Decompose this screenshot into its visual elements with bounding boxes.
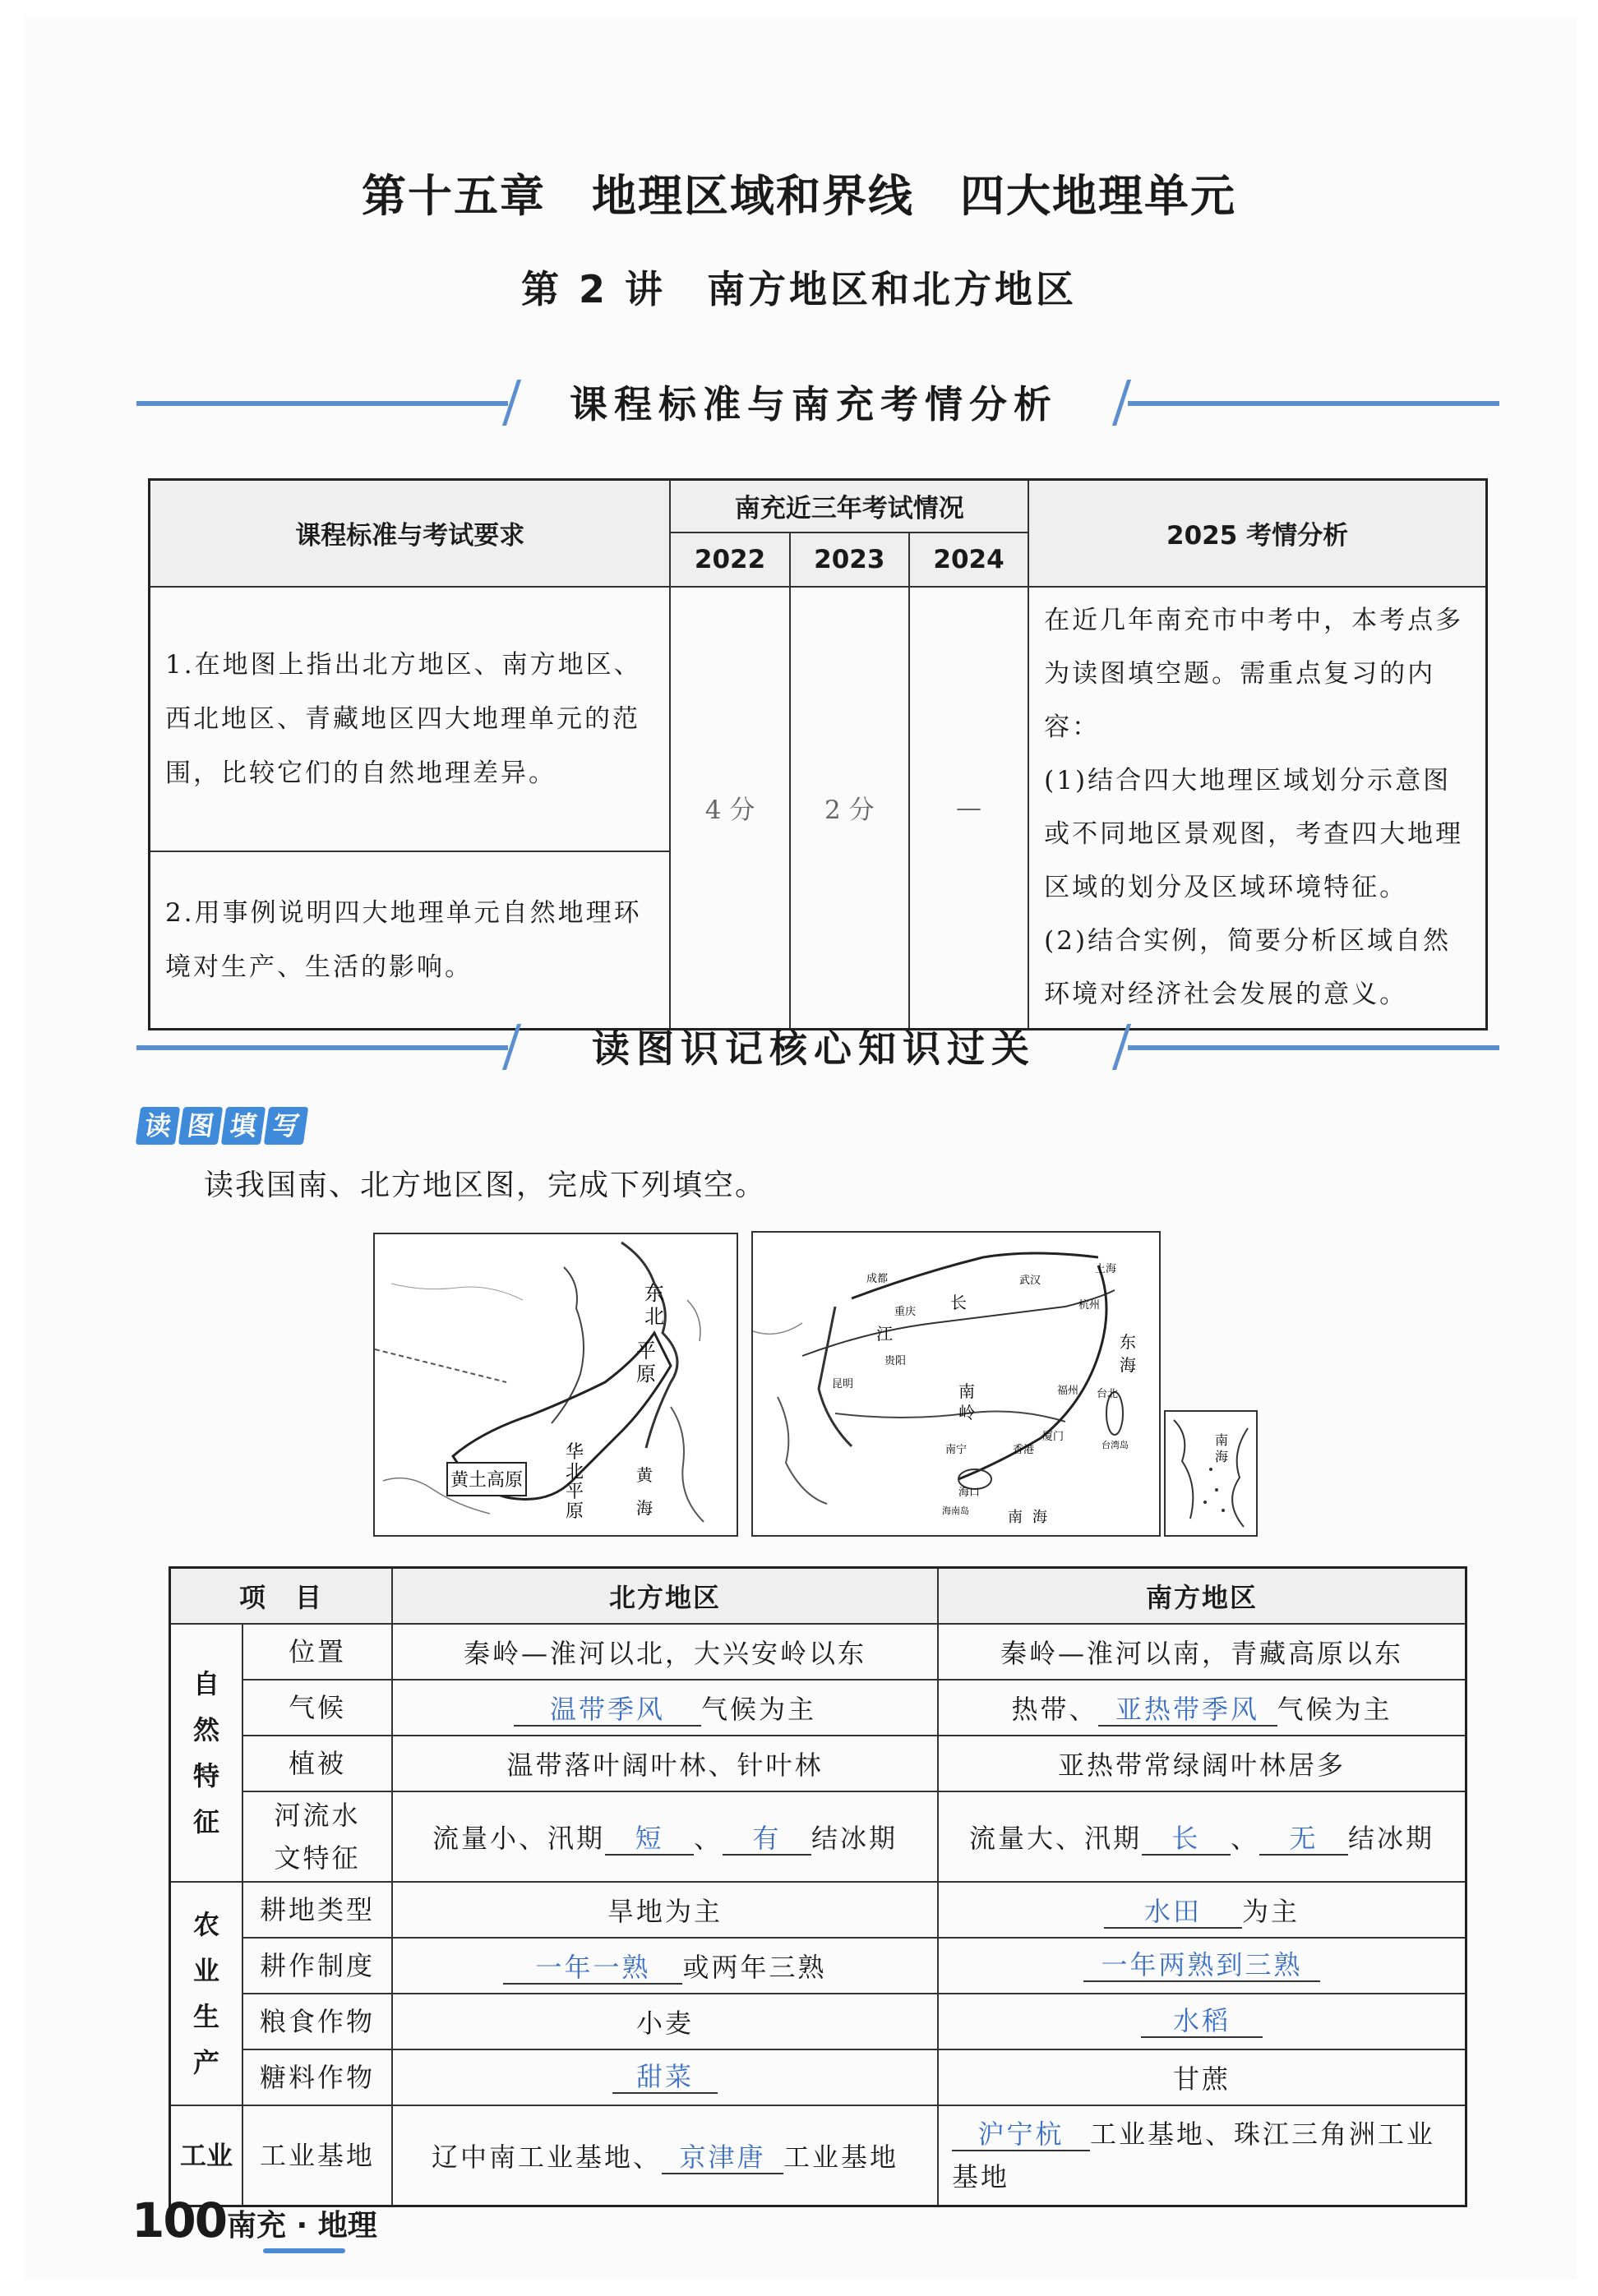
cell-text: 或两年三熟	[682, 1952, 827, 1983]
section2-title: 读图识记核心知识过关	[592, 1026, 1036, 1071]
map-label: 海	[1120, 1355, 1136, 1375]
cell-text: 为主	[1241, 1896, 1300, 1927]
answer-blank: 一年一熟	[503, 1952, 682, 1985]
north-region-map	[373, 1233, 738, 1537]
map-label: 台北	[1097, 1388, 1119, 1400]
intro-text: 读我国南、北方地区图，完成下列填空。	[204, 1169, 767, 1202]
map-label: 南	[1215, 1432, 1229, 1448]
read-map-fill-badge	[138, 1107, 306, 1145]
cell-text: 气候为主	[700, 1694, 816, 1725]
answer-blank: 甜菜	[612, 2061, 718, 2094]
cell-text: 流量大、汛期	[968, 1823, 1142, 1854]
answer-blank: 长	[1142, 1823, 1231, 1856]
badge-char: 读	[136, 1107, 180, 1145]
item-river-label: 河流水文特征	[274, 1800, 361, 1874]
map-label: 香港	[1013, 1444, 1035, 1456]
south-map-drawing	[753, 1233, 1159, 1535]
answer-blank: 有	[723, 1823, 811, 1856]
answer-blank: 一年两熟到三熟	[1083, 1949, 1320, 1982]
south-region-map	[751, 1231, 1161, 1537]
requirement-1: 1.在地图上指出北方地区、南方地区、西北地区、青藏地区四大地理单元的范围，比较它们的自然地理差异。	[150, 587, 671, 852]
cell-text: 、	[693, 1823, 723, 1854]
exam-analysis-table	[148, 478, 1488, 1030]
header-year: 2024	[909, 533, 1028, 587]
south-sea-inset-map	[1164, 1410, 1258, 1537]
map-label: 武汉	[1019, 1275, 1041, 1287]
map-label: 江	[876, 1324, 893, 1344]
cell-text: 工业基地	[783, 2142, 899, 2173]
badge-char: 填	[221, 1107, 266, 1145]
map-label: 东	[1120, 1332, 1136, 1352]
map-label: 台湾岛	[1102, 1440, 1129, 1450]
section2-left-rule	[136, 1045, 508, 1050]
map-label: 海	[1032, 1509, 1047, 1526]
header-exam-situation: 南充近三年考试情况	[670, 480, 1028, 533]
map-label: 南	[1008, 1509, 1023, 1526]
item-cropping-system: 耕作制度	[242, 1938, 392, 1994]
map-label: 华	[566, 1442, 584, 1463]
south-vegetation: 亚热带常绿阔叶林居多	[938, 1736, 1466, 1791]
group-nature	[170, 1624, 243, 1882]
north-south-comparison-table	[169, 1566, 1467, 2207]
cell-text: 结冰期	[811, 1823, 898, 1854]
map-label: 上海	[1095, 1263, 1117, 1275]
answer-blank: 水稻	[1141, 2005, 1263, 2038]
north-grain: 小麦	[392, 1994, 938, 2049]
map-label: 杭州	[1078, 1299, 1101, 1312]
map-label: 重庆	[894, 1306, 917, 1318]
item-vegetation: 植被	[242, 1736, 392, 1791]
north-industrial-base	[392, 2105, 938, 2206]
analysis-cell	[1028, 587, 1486, 1030]
map-label: 平	[566, 1482, 584, 1502]
south-location: 秦岭—淮河以南，青藏高原以东	[938, 1624, 1466, 1680]
item-industrial-base: 工业基地	[242, 2105, 392, 2206]
chapter-title: 第十五章 地理区域和界线 四大地理单元	[362, 170, 1236, 222]
score-2023: 2 分	[790, 587, 909, 1030]
map-label: 原	[566, 1501, 584, 1522]
north-location: 秦岭—淮河以北，大兴安岭以东	[392, 1624, 938, 1680]
item-river	[242, 1791, 392, 1882]
cell-text: 工业基地、珠江三角洲工业基地	[952, 2118, 1436, 2192]
map-label: 黄土高原	[450, 1470, 524, 1491]
analysis-point-1: (1)结合四大地理区域划分示意图或不同地区景观图，考查四大地理区域的划分及区域环境特征。	[1044, 765, 1464, 902]
answer-blank: 京津唐	[662, 2142, 783, 2174]
north-river	[392, 1791, 938, 1882]
south-sugar: 甘蔗	[938, 2049, 1466, 2105]
item-location: 位置	[242, 1624, 392, 1680]
page-number: 100	[132, 2192, 227, 2248]
header-year: 2022	[670, 533, 789, 587]
map-label: 北	[644, 1305, 664, 1328]
map-label: 海口	[958, 1487, 981, 1499]
cell-text: 、	[1230, 1823, 1259, 1854]
answer-blank: 温带季风	[514, 1694, 701, 1727]
group-industry: 工业	[170, 2105, 243, 2206]
map-label: 福州	[1057, 1385, 1079, 1397]
badge-char: 写	[264, 1107, 308, 1145]
lecture-title: 第 2 讲 南方地区和北方地区	[520, 267, 1078, 311]
header-analysis: 2025 考情分析	[1028, 480, 1486, 587]
requirement-2: 2.用事例说明四大地理单元自然地理环境对生产、生活的影响。	[150, 851, 671, 1029]
map-label: 北	[566, 1462, 584, 1482]
item-sugar: 糖料作物	[242, 2049, 392, 2105]
footer-accent-bar	[263, 2248, 345, 2253]
north-farmland: 旱地为主	[392, 1882, 938, 1938]
south-climate	[938, 1680, 1466, 1736]
cell-text: 流量小、汛期	[432, 1823, 605, 1854]
header-year: 2023	[790, 533, 909, 587]
group-agriculture-label: 农业生产	[192, 1909, 219, 2078]
header-north: 北方地区	[392, 1568, 938, 1625]
north-map-drawing	[375, 1234, 737, 1535]
answer-blank: 短	[605, 1823, 694, 1856]
cell-text: 热带、	[1011, 1694, 1098, 1725]
map-label: 南宁	[945, 1444, 968, 1456]
map-label: 东	[644, 1282, 664, 1305]
map-label: 成都	[866, 1273, 889, 1285]
south-river	[938, 1791, 1466, 1882]
north-sugar	[392, 2049, 938, 2105]
cell-text: 结冰期	[1348, 1823, 1435, 1854]
answer-blank: 亚热带季风	[1098, 1694, 1277, 1727]
map-label: 南	[958, 1381, 975, 1401]
map-label: 厦门	[1042, 1431, 1065, 1443]
item-farmland: 耕地类型	[242, 1882, 392, 1938]
header-south: 南方地区	[938, 1568, 1466, 1625]
analysis-intro: 在近几年南充市中考中，本考点多为读图填空题。需重点复习的内容：	[1044, 605, 1464, 742]
page-footer-label: 南充 · 地理	[227, 2209, 377, 2243]
analysis-point-2: (2)结合实例，简要分析区域自然环境对经济社会发展的意义。	[1044, 925, 1452, 1009]
section1-right-rule	[1128, 401, 1499, 406]
group-agriculture	[170, 1882, 243, 2105]
north-cropping-system	[392, 1938, 938, 1994]
map-label: 昆明	[832, 1378, 854, 1390]
score-2022: 4 分	[670, 587, 789, 1030]
map-label: 岭	[958, 1403, 975, 1422]
cell-text: 辽中南工业基地、	[431, 2142, 662, 2173]
section2-right-rule	[1128, 1045, 1499, 1050]
south-farmland	[938, 1882, 1466, 1938]
map-label: 长	[950, 1293, 967, 1312]
section1-left-rule	[136, 401, 508, 406]
map-label: 平	[636, 1339, 656, 1362]
map-label: 原	[636, 1362, 656, 1385]
group-nature-label: 自然特征	[192, 1668, 219, 1837]
map-label: 海	[636, 1498, 653, 1518]
south-grain	[938, 1994, 1466, 2049]
answer-blank: 沪宁杭	[952, 2118, 1090, 2151]
header-requirements: 课程标准与考试要求	[150, 480, 671, 587]
cell-text: 气候为主	[1277, 1694, 1392, 1725]
south-industrial-base	[938, 2105, 1466, 2206]
north-climate	[392, 1680, 938, 1736]
badge-char: 图	[178, 1107, 223, 1145]
header-item: 项 目	[170, 1568, 393, 1625]
item-climate: 气候	[242, 1680, 392, 1736]
north-vegetation: 温带落叶阔叶林、针叶林	[392, 1736, 938, 1791]
map-label: 贵阳	[884, 1355, 907, 1367]
answer-blank: 无	[1259, 1823, 1348, 1856]
south-cropping-system	[938, 1938, 1466, 1994]
section1-title: 课程标准与南充考情分析	[570, 382, 1058, 426]
inset-map-drawing	[1166, 1412, 1256, 1535]
answer-blank: 水田	[1104, 1896, 1242, 1929]
score-2024: —	[909, 587, 1028, 1030]
map-label: 海南岛	[942, 1505, 969, 1516]
item-grain: 粮食作物	[242, 1994, 392, 2049]
map-label: 海	[1215, 1449, 1229, 1464]
map-label: 黄	[636, 1465, 653, 1485]
